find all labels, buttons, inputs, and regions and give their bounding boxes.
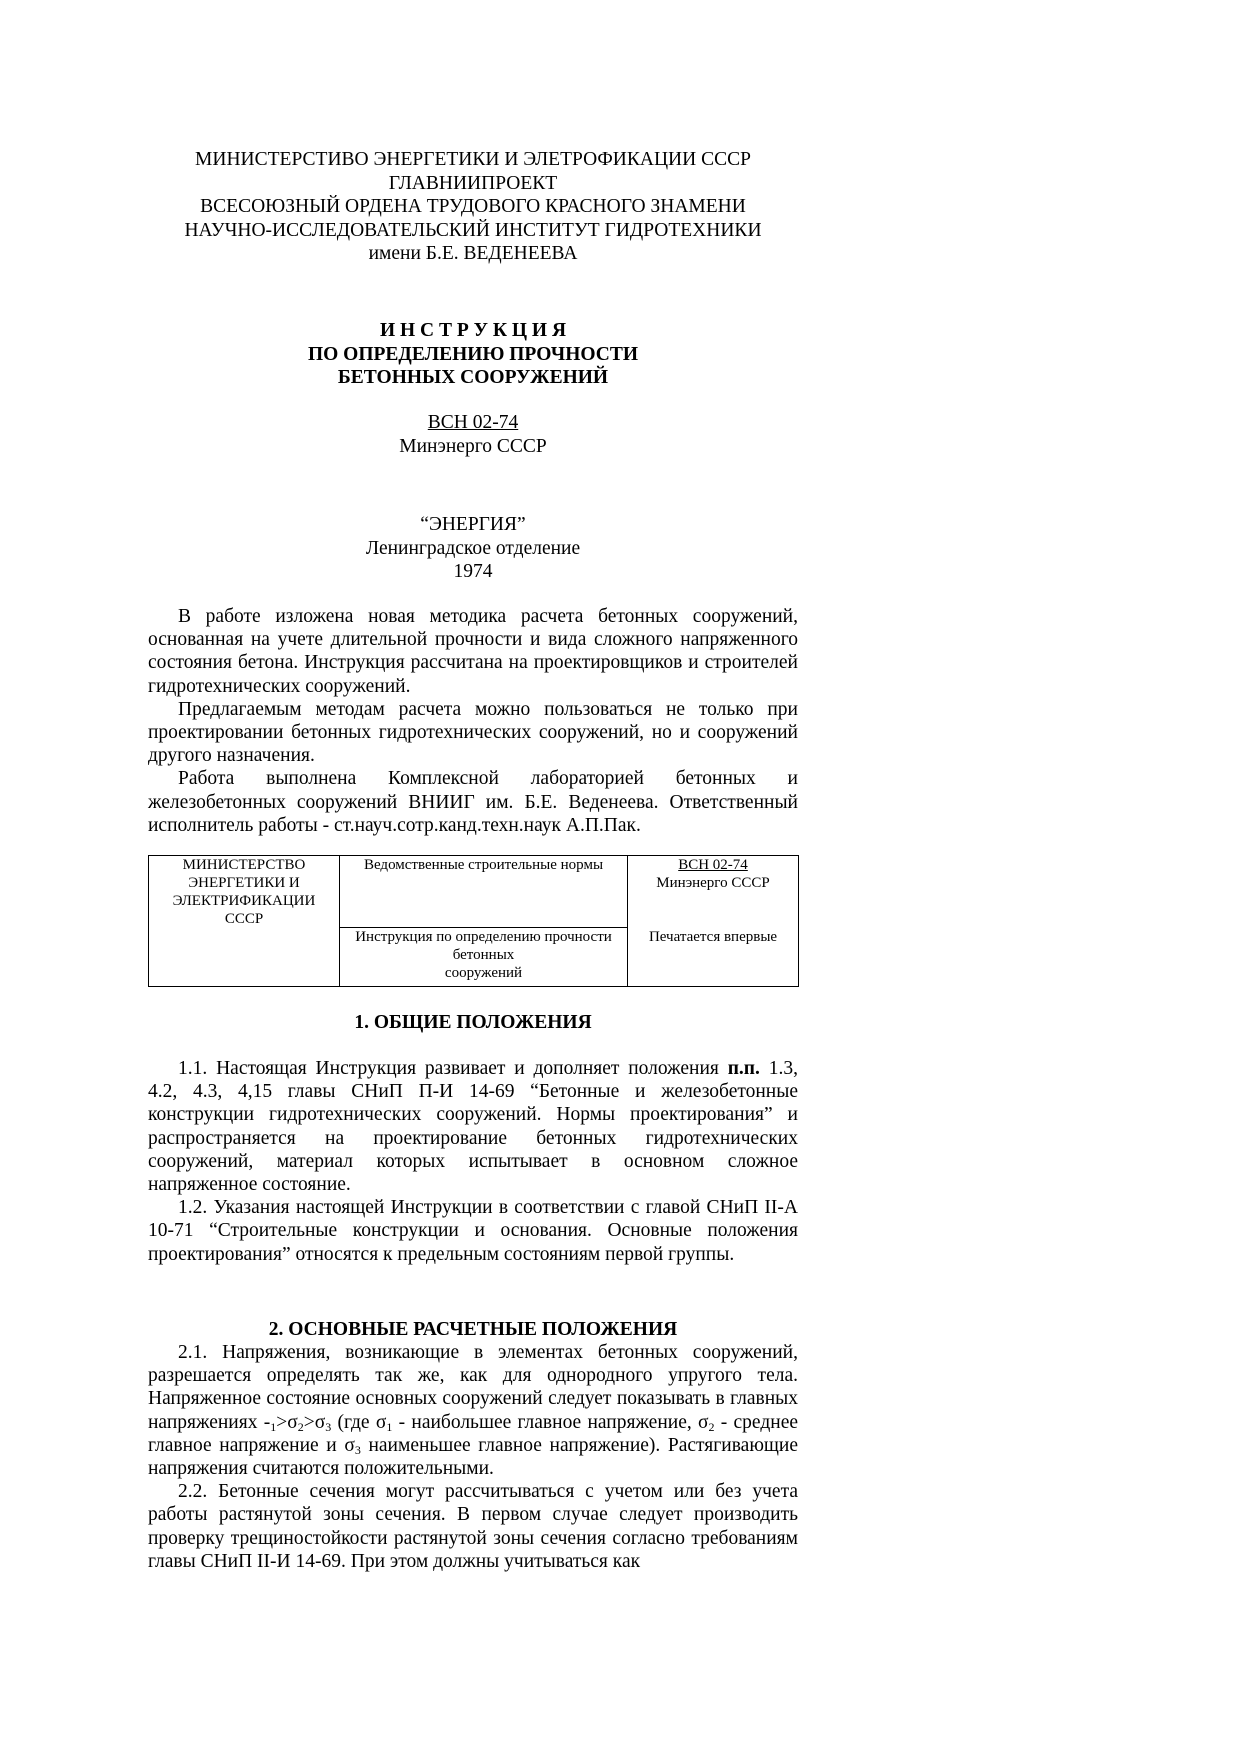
subscript: 3 [354,1442,361,1457]
annotation [148,605,798,837]
organization-header [148,148,798,266]
publisher-name: “ЭНЕРГИЯ” [420,514,526,535]
table-code-number: ВСН 02-74 [678,857,748,873]
ministry-line-3: ЭЛЕКТРИФИКАЦИИ [172,893,316,909]
subscript: 1 [386,1419,393,1434]
header-line-named-after: имени Б.Е. ВЕДЕНЕЕВА [368,243,578,264]
paragraph-text: - среднее главное напряжение и σ [148,1411,798,1456]
table-cell-norms: Ведомственные строительные нормы [340,856,628,928]
ministry-line-1: МИНИСТЕРСТВО [182,857,306,873]
section-2-paragraph-2: 2.2. Бетонные сечения могут рассчитываться с учетом или без учета работы растянутой зоны сечения. В первом случае следует производить проверку трещиностойкости растянутой зоны сечения согласно требованиям главы СНиП II-И 14-69. При этом должны учитываться как [148,1481,798,1572]
section-2-heading: 2. ОСНОВНЫЕ РАСЧЕТНЫЕ ПОЛОЖЕНИЯ [268,1319,678,1340]
ministry-line-4: СССР [224,911,264,927]
header-line-ministry: МИНИСТЕРСТИВО ЭНЕРГЕТИКИ И ЭЛЕТРОФИКАЦИИ СССР [195,149,751,170]
table-cell-instruction [340,928,628,987]
paragraph-bold-text: п.п. [727,1058,760,1079]
paragraph-text: наименьшее главное напряжение). Растягивающие напряжения считаются положительными. [148,1434,798,1480]
subscript: 2 [297,1419,304,1434]
annotation-paragraph-2: Предлагаемым методам расчета можно пользоваться не только при проектировании бетонных гидротехнических сооружений, но и сооружений другого назначения. [148,698,798,767]
header-line-institute: НАУЧНО-ИССЛЕДОВАТЕЛЬСКИЙ ИНСТИТУТ ГИДРОТЕХНИКИ [184,219,762,241]
section-1-paragraph-1 [148,1057,798,1196]
paragraph-text: - наибольшее главное напряжение, σ [392,1411,709,1433]
instruction-line-2: бетонных [452,947,515,963]
section-2-paragraph-1 [148,1341,798,1480]
header-line-order: ВСЕСОЮЗНЫЙ ОРДЕНА ТРУДОВОГО КРАСНОГО ЗНАМЕНИ [200,196,746,217]
header-line-glavniiproekt: ГЛАВНИИПРОЕКТ [388,172,558,194]
paragraph-text: >σ [276,1411,298,1433]
table-cell-ministry [149,856,340,987]
paragraph-text: 1.3, 4.2, 4.3, 4,15 главы СНиП П-И 14-69 “Бетонные и железобетонные конструкции гидротехнических сооружений. Нормы проектирования” и распространяется на проектирование бетонных гидротехнических сооружений, материал которых испытывает в основном сложное напряженное состояние. [148,1058,798,1196]
section-1-body [148,1057,798,1266]
paragraph-text: >σ [303,1411,326,1433]
table-cell-first-print: Печатается впервые [628,928,799,987]
paragraph-text: 2.1. Напряжения, возникающие в элементах бетонных сооружений, разрешается определять так же, как для однородного упругого тела. Напряженное состояние основных сооружений следует показывать в главных напряжениях - [148,1342,798,1433]
instruction-line-3: сооружений [444,965,523,981]
document-code [148,411,798,458]
paragraph-text: (где σ [331,1411,387,1433]
code-issuer: Минэнерго СССР [399,435,547,457]
instruction-line-1: Инструкция по определению прочности [355,929,612,945]
ministry-line-2: ЭНЕРГЕТИКИ И [188,875,300,891]
subscript: 2 [708,1419,715,1434]
table-code-issuer: Минэнерго СССР [656,875,770,891]
annotation-paragraph-3: Работа выполнена Комплексной лабораторией бетонных и железобетонных сооружений ВНИИГ им. Б.Е. Веденеева. Ответственный исполнитель работы - ст.науч.сотр.канд.техн.наук А.П.Пак. [148,768,798,836]
norms-header-table [148,855,799,987]
code-number: ВСН 02-74 [427,412,519,433]
annotation-paragraph-1: В работе изложена новая методика расчета бетонных сооружений, основанная на учете длительной прочности и вида сложного напряженного состояния бетона. Инструкция рассчитана на проектировщиков и строителей гидротехнических сооружений. [148,606,798,697]
document-title [148,319,798,390]
publisher-branch: Ленинградское отделение [365,537,581,559]
title-line-2: ПО ОПРЕДЕЛЕНИЮ ПРОЧНОСТИ [307,343,639,365]
title-line-3: БЕТОННЫХ СООРУЖЕНИЙ [337,367,609,388]
title-line-1: И Н С Т Р У К Ц И Я [379,320,567,341]
table-cell-code [628,856,799,928]
subscript: 3 [325,1419,332,1434]
publisher-year: 1974 [453,561,493,582]
publisher-block [148,513,798,584]
section-1-paragraph-2: 1.2. Указания настоящей Инструкции в соответствии с главой СНиП II-А 10-71 “Строительные конструкции и основания. Основные положения проектирования” относятся к предельным состояниям первой группы. [148,1197,798,1265]
subscript: 1 [270,1419,277,1434]
paragraph-text: 1.1. Настоящая Инструкция развивает и дополняет положения [178,1058,728,1079]
section-2-body [148,1341,798,1573]
section-1-heading: 1. ОБЩИЕ ПОЛОЖЕНИЯ [354,1012,592,1033]
